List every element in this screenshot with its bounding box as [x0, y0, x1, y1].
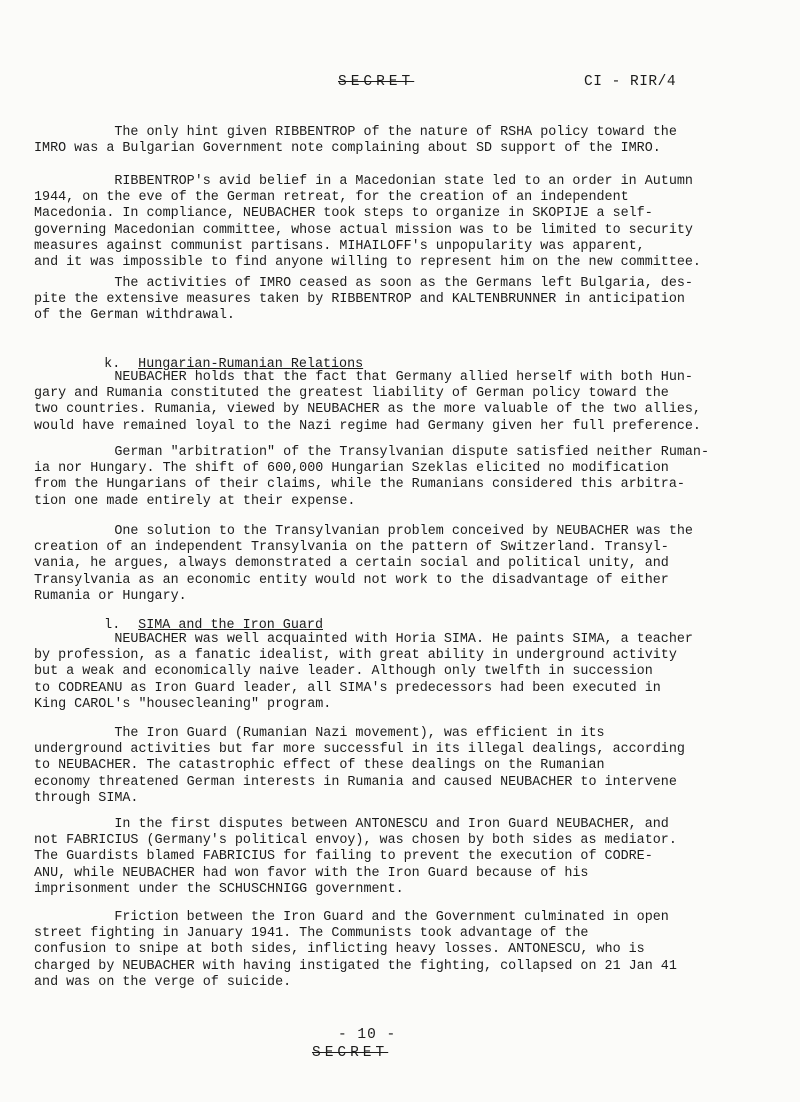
section-title: Hungarian-Rumanian Relations — [138, 357, 364, 373]
header-classification-stamp: SECRET — [338, 74, 415, 90]
paragraph-imro-ceased: The activities of IMRO ceased as soon as the Germans left Bulgaria, des- pite the extensive measures taken by RIBBENTROP and KALTENBRUNNER in anticipation of the German withdrawal. — [34, 276, 693, 324]
paragraph-neubacher-holds: NEUBACHER holds that the fact that Germany allied herself with both Hun- gary and Rumania constituted the greatest liability of German policy toward the two countries. Rumania, viewed by NEUBACHER as the more valuable of the two allies, would have remained loyal to the Nazi regime had Germany given her full preference. — [34, 370, 701, 434]
page-number: - 10 - — [338, 1027, 397, 1043]
paragraph-ribbentrop-hint: The only hint given RIBBENTROP of the nature of RSHA policy toward the IMRO was a Bulgarian Government note complaining about SD support of the IMRO. — [34, 125, 677, 157]
paragraph-horia-sima: NEUBACHER was well acquainted with Horia SIMA. He paints SIMA, a teacher by profession, as a fanatic idealist, with great ability in underground activity but a weak and economically naive leader. Although only twelfth in succession to CODREANU as Iron Guard leader, all SIMA's predecessors had been executed in King CAROL's "housecleaning" program. — [34, 632, 693, 712]
section-number: l. — [104, 618, 121, 634]
section-number: k. — [104, 357, 121, 373]
footer-classification-stamp: SECRET — [312, 1045, 389, 1061]
paragraph-street-fighting: Friction between the Iron Guard and the Government culminated in open street fighting in January 1941. The Communists took advantage of the confusion to snipe at both sides, inflicting heavy losses. ANTONESCU, who is charged by NEUBACHER with having instigated the fighting, collapsed on 21 Jan 41 and was on the verge of suicide. — [34, 910, 677, 990]
paragraph-german-arbitration: German "arbitration" of the Transylvanian dispute satisfied neither Ruman- ia nor Hungary. The shift of 600,000 Hungarian Szeklas elicited no modification from the Hungarians of their claims, while the Rumanians considered this arbitra- tion one made entirely at their expense. — [34, 445, 709, 509]
paragraph-first-disputes: In the first disputes between ANTONESCU and Iron Guard NEUBACHER, and not FABRICIUS (Germany's political envoy), was chosen by both sides as mediator. The Guardists blamed FABRICIUS for failing to prevent the execution of CODRE- ANU, while NEUBACHER had won favor with the Iron Guard because of his imprisonment under the SCHUSCHNIGG government. — [34, 817, 677, 897]
paragraph-iron-guard-efficiency: The Iron Guard (Rumanian Nazi movement), was efficient in its underground activities but far more successful in its illegal dealings, according to NEUBACHER. The catastrophic effect of these dealings on the Rumanian economy threatened German interests in Rumania and caused NEUBACHER to intervene through SIMA. — [34, 726, 685, 806]
section-title: SIMA and the Iron Guard — [138, 618, 323, 634]
document-reference: CI - RIR/4 — [584, 74, 677, 90]
paragraph-macedonian-state: RIBBENTROP's avid belief in a Macedonian state led to an order in Autumn 1944, on the eve of the German retreat, for the creation of an independent Macedonia. In compliance, NEUBACHER took steps to organize in SKOPIJE a self- governing Macedonian committee, whose actual mission was to be limited to security measures against communist partisans. MIHAILOFF's unpopularity was apparent, and it was impossible to find anyone willing to represent him on the new committee. — [34, 174, 701, 271]
paragraph-transylvania-solution: One solution to the Transylvanian problem conceived by NEUBACHER was the creation of an independent Transylvania on the pattern of Switzerland. Transyl- vania, he argues, always demonstrated a certain social and political unity, and Transylvania as an economic entity would not work to the disadvantage of either Rumania or Hungary. — [34, 524, 693, 604]
